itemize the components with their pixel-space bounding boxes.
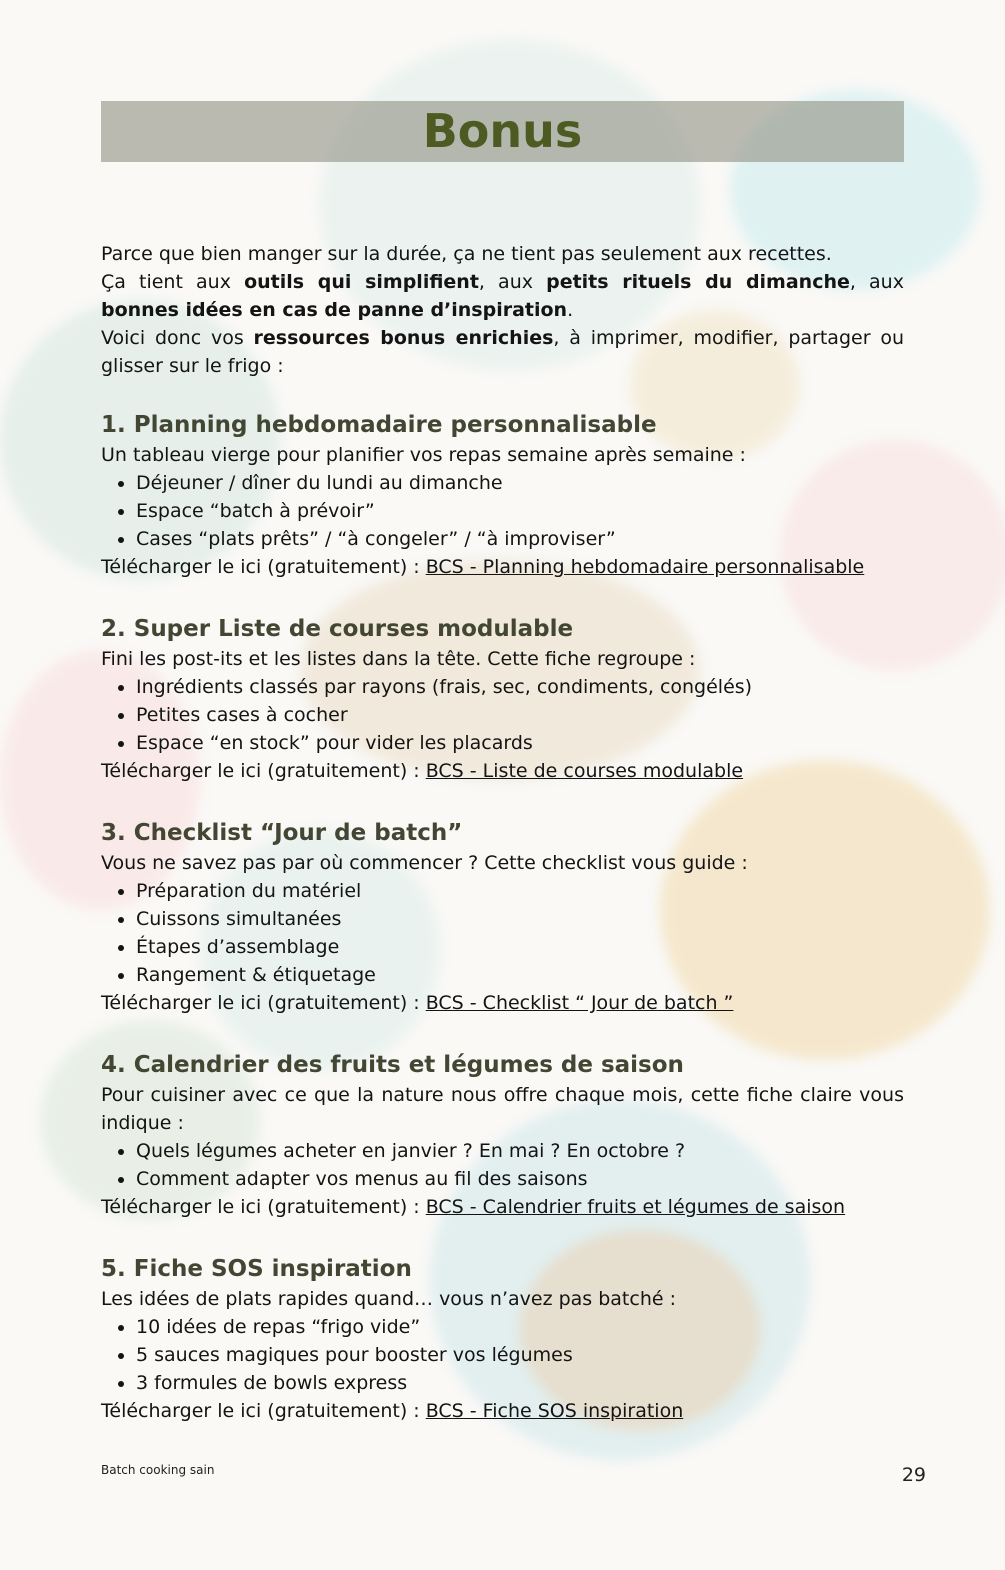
intro [101,240,904,380]
intro-line-3: Voici donc vos ressources bonus enrichies, à imprimer, modifier, partager ou glisser sur le frigo : [101,327,904,377]
list-item: • Ingrédients classés par rayons (frais, sec, condiments, congélés) [136,673,904,701]
list-item: • Rangement & étiquetage [136,961,904,989]
feature-list [101,1137,904,1193]
list-item: • Espace “batch à prévoir” [136,497,904,525]
download-link-sos-inspiration[interactable]: BCS - Fiche SOS inspiration [425,1400,684,1422]
footer-book-title: Batch cooking sain [101,1463,215,1477]
section-description: Fini les post-its et les listes dans la tête. Cette fiche regroupe : [101,648,696,670]
list-item: • Étapes d’assemblage [136,933,904,961]
section-description: Un tableau vierge pour planifier vos repas semaine après semaine : [101,444,746,466]
section-description: Pour cuisiner avec ce que la nature nous offre chaque mois, cette fiche claire vous indique : [101,1084,904,1134]
section-description: Les idées de plats rapides quand… vous n’avez pas batché : [101,1288,677,1310]
download-link-shopping-list[interactable]: BCS - Liste de courses modulable [425,760,744,782]
feature-list [101,1313,904,1397]
section-checklist [101,817,904,1017]
list-item: • 5 sauces magiques pour booster vos légumes [136,1341,904,1369]
list-item: • 3 formules de bowls express [136,1369,904,1397]
section-heading: 4. Calendrier des fruits et légumes de saison [101,1052,684,1078]
page-number: 29 [901,1464,926,1486]
section-sos-inspiration [101,1253,904,1425]
feature-list [101,877,904,989]
download-line: Télécharger le ici (gratuitement) : BCS - Calendrier fruits et légumes de saison [101,1196,846,1218]
page-title: Bonus [422,104,583,158]
section-heading: 5. Fiche SOS inspiration [101,1256,412,1282]
section-seasonal-calendar [101,1049,904,1221]
download-line: Télécharger le ici (gratuitement) : BCS - Planning hebdomadaire personnalisable [101,556,865,578]
intro-line-1: Parce que bien manger sur la durée, ça ne tient pas seulement aux recettes. [101,243,832,265]
section-shopping-list [101,613,904,785]
intro-line-2: Ça tient aux outils qui simplifient, aux petits rituels du dimanche, aux bonnes idées en cas de panne d’inspiration. [101,271,904,321]
list-item: • 10 idées de repas “frigo vide” [136,1313,904,1341]
section-planning [101,409,904,581]
feature-list [101,673,904,757]
list-item: • Préparation du matériel [136,877,904,905]
download-line: Télécharger le ici (gratuitement) : BCS - Fiche SOS inspiration [101,1400,684,1422]
list-item: • Espace “en stock” pour vider les placards [136,729,904,757]
download-link-seasonal-calendar[interactable]: BCS - Calendrier fruits et légumes de saison [425,1196,846,1218]
list-item: • Déjeuner / dîner du lundi au dimanche [136,469,904,497]
section-description: Vous ne savez pas par où commencer ? Cette checklist vous guide : [101,852,748,874]
section-heading: 2. Super Liste de courses modulable [101,616,574,642]
section-heading: 3. Checklist “Jour de batch” [101,820,463,846]
list-item: • Quels légumes acheter en janvier ? En mai ? En octobre ? [136,1137,904,1165]
download-link-checklist[interactable]: BCS - Checklist “ Jour de batch ” [425,992,734,1014]
list-item: • Cases “plats prêts” / “à congeler” / “à improviser” [136,525,904,553]
list-item: • Comment adapter vos menus au fil des saisons [136,1165,904,1193]
download-link-planning[interactable]: BCS - Planning hebdomadaire personnalisable [425,556,865,578]
list-item: • Petites cases à cocher [136,701,904,729]
section-heading: 1. Planning hebdomadaire personnalisable [101,412,657,438]
download-line: Télécharger le ici (gratuitement) : BCS - Checklist “ Jour de batch ” [101,992,734,1014]
feature-list [101,469,904,553]
list-item: • Cuissons simultanées [136,905,904,933]
download-line: Télécharger le ici (gratuitement) : BCS - Liste de courses modulable [101,760,744,782]
